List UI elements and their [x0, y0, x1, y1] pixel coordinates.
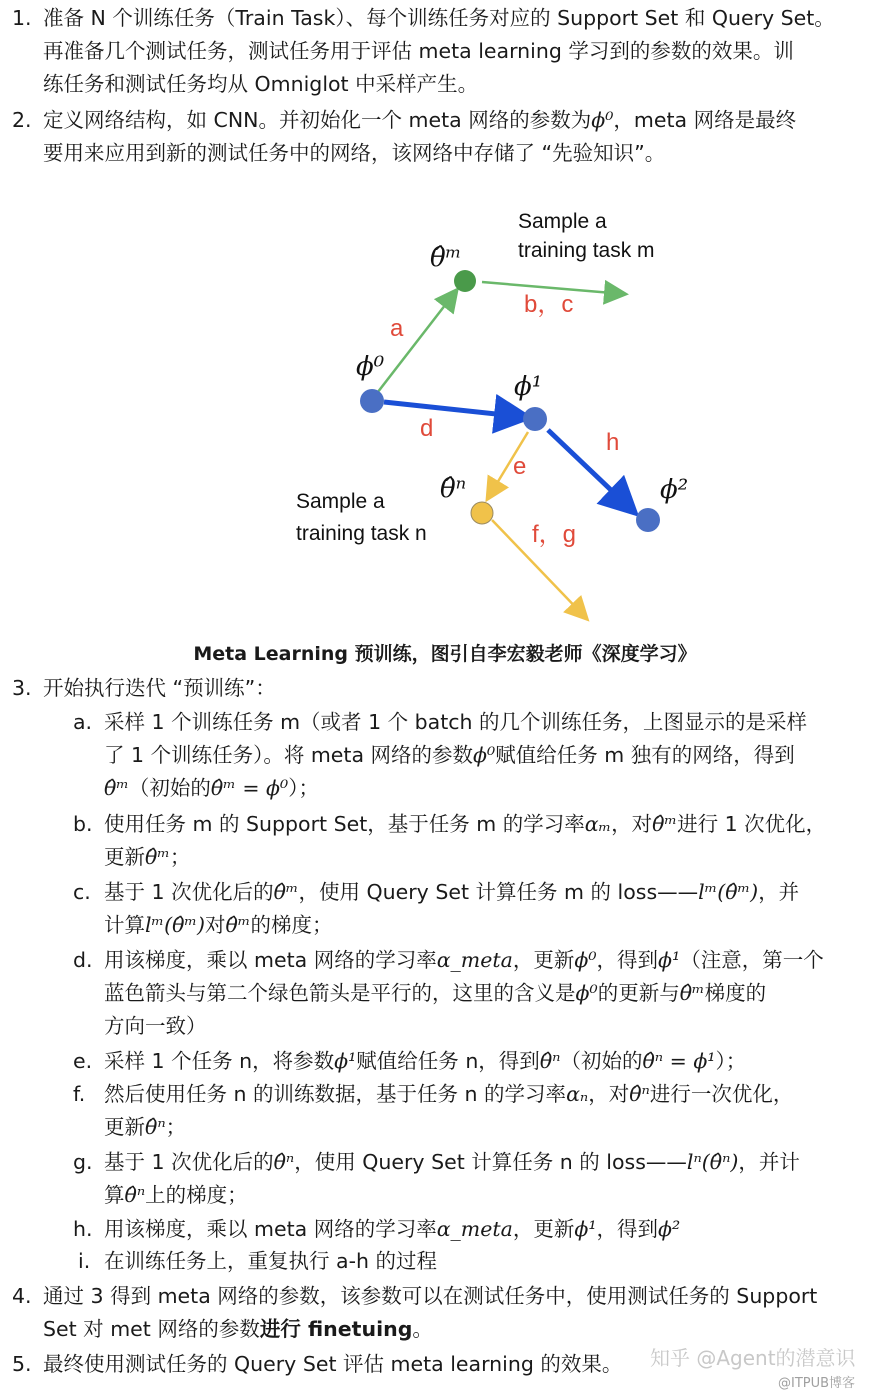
node-theta-m — [454, 270, 476, 292]
sub-h-number: h. — [73, 1217, 93, 1241]
sub-c-line-2: 计算lᵐ(θ̂ᵐ)对θ̂ᵐ的梯度； — [104, 913, 333, 937]
sub-f-line-1: 然后使用任务 n 的训练数据，基于任务 n 的学习率αₙ，对θ̂ⁿ进行一次优化， — [104, 1082, 794, 1106]
sub-d-line-1: 用该梯度，乘以 meta 网络的学习率α_meta，更新ϕ⁰，得到ϕ¹（注意，第一个 — [104, 948, 824, 972]
sub-b-line-2: 更新θ̂ᵐ； — [104, 845, 191, 869]
node-theta-n — [471, 502, 493, 524]
sub-e-line-1: 采样 1 个任务 n，将参数ϕ¹赋值给任务 n，得到θ̂ⁿ（初始的θ̂ⁿ = ϕ¹）； — [104, 1049, 747, 1073]
sub-g-number: g. — [73, 1150, 93, 1174]
item-5-line-1: 最终使用测试任务的 Query Set 评估 meta learning 的效果。 — [43, 1352, 623, 1376]
arrow-h — [548, 430, 632, 510]
sub-f-number: f. — [73, 1082, 86, 1106]
label-phi1: ϕ¹ — [514, 372, 543, 402]
sub-i-number: i. — [78, 1249, 91, 1273]
label-sample-m-1: Sample a — [518, 210, 607, 233]
sub-g-line-1: 基于 1 次优化后的θ̂ⁿ，使用 Query Set 计算任务 n 的 loss——lⁿ(θ̂ⁿ)，并计 — [104, 1150, 800, 1174]
sub-c-line-1: 基于 1 次优化后的θ̂ᵐ，使用 Query Set 计算任务 m 的 loss——lᵐ(θ̂ᵐ)，并 — [104, 880, 800, 904]
sub-a-line-1: 采样 1 个训练任务 m（或者 1 个 batch 的几个训练任务，上图显示的是采样 — [104, 710, 808, 734]
item-1-line-3: 练任务和测试任务均从 Omniglot 中采样产生。 — [43, 72, 479, 96]
sub-h-line-1: 用该梯度，乘以 meta 网络的学习率α_meta，更新ϕ¹，得到ϕ² — [104, 1217, 681, 1241]
node-phi2 — [636, 508, 660, 532]
sub-a-line-3: θ̂ᵐ（初始的θ̂ᵐ = ϕ⁰）； — [104, 776, 319, 800]
label-phi0: ϕ⁰ — [356, 352, 385, 382]
label-phi2: ϕ² — [660, 475, 689, 505]
sub-g-line-2: 算θ̂ⁿ上的梯度； — [104, 1183, 248, 1207]
itpub-watermark: @ITPUB博客 — [778, 1376, 856, 1391]
label-bc: b，c — [524, 291, 574, 318]
node-phi0 — [360, 389, 384, 413]
arrow-d — [384, 402, 524, 417]
label-sample-m-2: training task m — [518, 239, 655, 262]
sub-b-number: b. — [73, 812, 93, 836]
item-3-line-1: 开始执行迭代 “预训练”： — [43, 676, 276, 700]
item-2-number: 2. — [12, 108, 32, 132]
item-3-number: 3. — [12, 676, 32, 700]
label-sample-n-2: training task n — [296, 522, 427, 545]
item-5-number: 5. — [12, 1352, 32, 1376]
sub-c-number: c. — [73, 880, 91, 904]
label-a: a — [390, 315, 404, 342]
label-theta-m: θ̂ᵐ — [430, 243, 462, 273]
label-theta-n: θ̂ⁿ — [440, 474, 467, 504]
meta-learning-diagram — [280, 190, 700, 630]
item-4-number: 4. — [12, 1284, 32, 1308]
node-phi1 — [523, 407, 547, 431]
sub-d-line-2: 蓝色箭头与第二个绿色箭头是平行的，这里的含义是ϕ⁰的更新与θ̂ᵐ梯度的 — [104, 981, 767, 1005]
item-1-number: 1. — [12, 6, 32, 30]
label-sample-n-1: Sample a — [296, 490, 385, 513]
label-e: e — [513, 453, 527, 480]
item-1-line-2: 再准备几个测试任务，测试任务用于评估 meta learning 学习到的参数的效果。训 — [43, 39, 794, 63]
zhihu-watermark: 知乎 @Agent的潜意识 — [650, 1346, 856, 1370]
item-4-line-1: 通过 3 得到 meta 网络的参数，该参数可以在测试任务中，使用测试任务的 Support — [43, 1284, 818, 1308]
sub-e-number: e. — [73, 1049, 93, 1073]
item-2-line-1: 定义网络结构，如 CNN。并初始化一个 meta 网络的参数为ϕ⁰，meta 网络是最终 — [43, 108, 797, 132]
sub-b-line-1: 使用任务 m 的 Support Set，基于任务 m 的学习率αₘ，对θ̂ᵐ进行 1 次优化， — [104, 812, 827, 836]
sub-d-number: d. — [73, 948, 93, 972]
label-d: d — [420, 415, 434, 442]
figure-caption: Meta Learning 预训练，图引自李宏毅老师《深度学习》 — [193, 643, 697, 665]
sub-a-number: a. — [73, 710, 93, 734]
sub-f-line-2: 更新θ̂ⁿ； — [104, 1115, 187, 1139]
label-h: h — [606, 429, 620, 456]
label-fg: f，g — [532, 521, 577, 548]
sub-a-line-2: 了 1 个训练任务）。将 meta 网络的参数ϕ⁰赋值给任务 m 独有的网络，得到 — [104, 743, 795, 767]
sub-i-line-1: 在训练任务上，重复执行 a-h 的过程 — [104, 1249, 437, 1273]
sub-d-line-3: 方向一致） — [104, 1014, 207, 1038]
item-4-line-2: Set 对 met 网络的参数进行 finetuing。 — [43, 1317, 433, 1341]
item-1-line-1: 准备 N 个训练任务（Train Task）、每个训练任务对应的 Support Set 和 Query Set。 — [43, 6, 835, 30]
arrow-a — [374, 291, 456, 397]
item-2-line-2: 要用来应用到新的测试任务中的网络，该网络中存储了 “先验知识”。 — [43, 141, 666, 165]
